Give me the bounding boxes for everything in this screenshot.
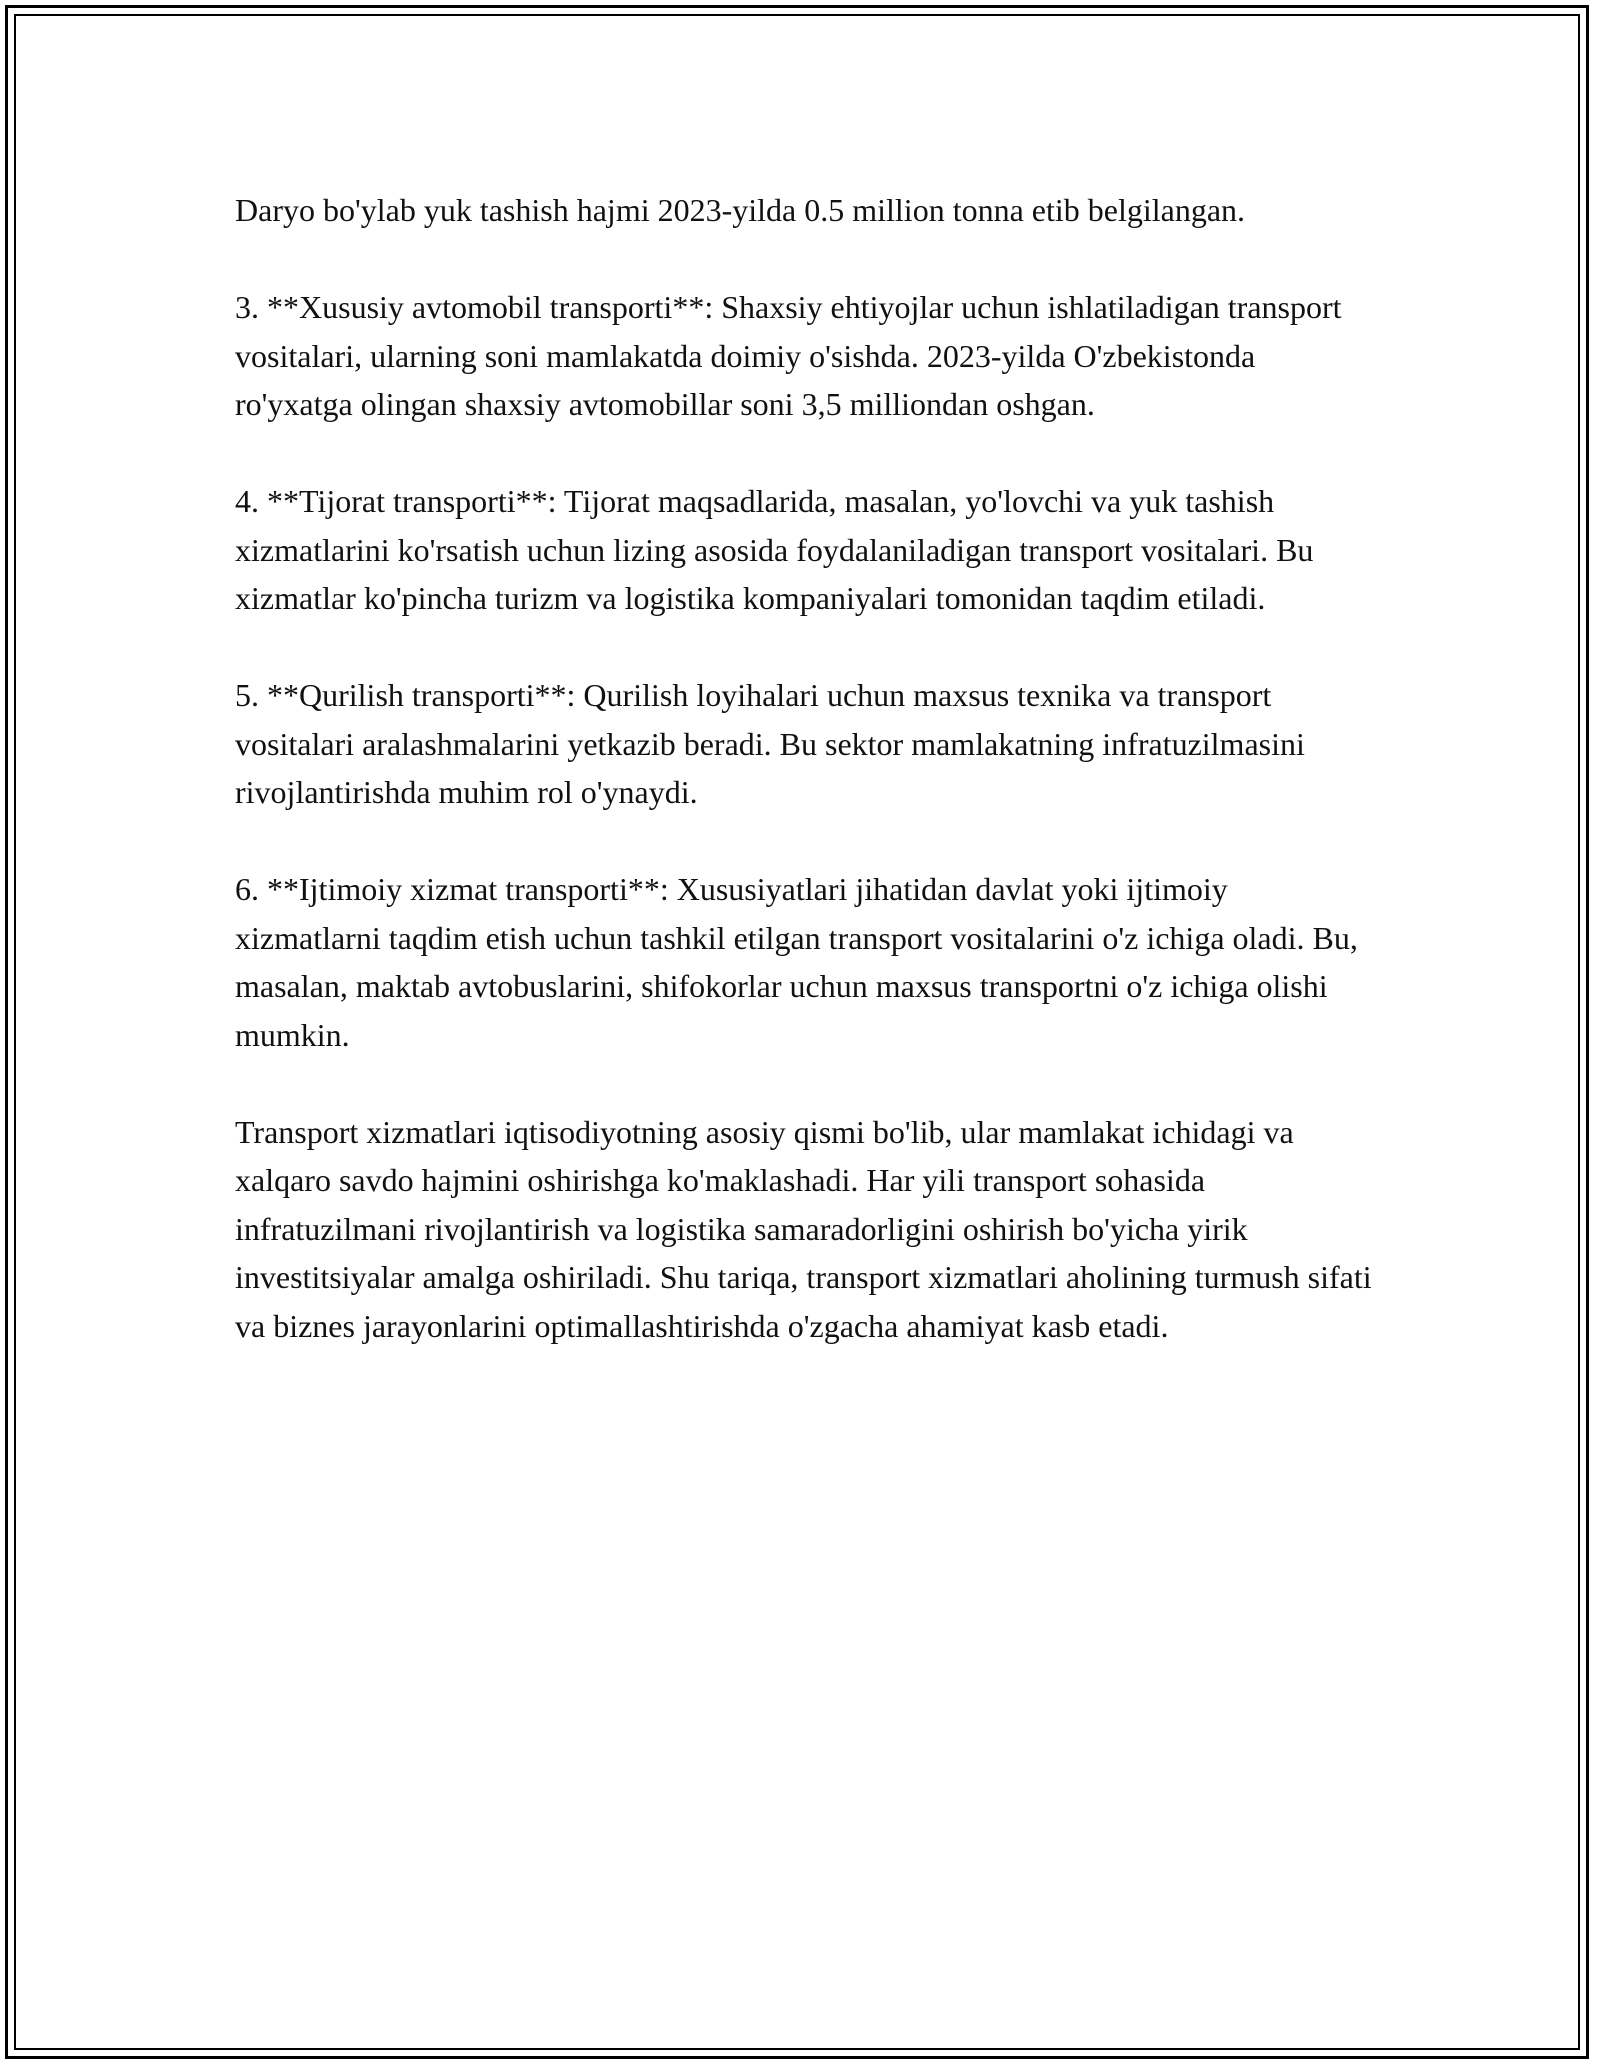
paragraph-private-transport: 3. **Xususiy avtomobil transporti**: Shaxsiy ehtiyojlar uchun ishlatiladigan transport vositalari, ularning soni mamlakatda doimiy o'sishda. 2023-yilda O'zbekistonda ro'yxatga olingan shaxsiy avtomobillar soni 3,5 milliondan oshgan. bbox=[235, 289, 1342, 422]
paragraph-construction-transport: 5. **Qurilish transporti**: Qurilish loyihalari uchun maxsus texnika va transport vositalari aralashmalarini yetkazib beradi. Bu sektor mamlakatning infratuzilmasini rivojlantirishda muhim rol o'ynaydi. bbox=[235, 677, 1305, 810]
document-body bbox=[235, 186, 1375, 1399]
paragraph-river-freight: Daryo bo'ylab yuk tashish hajmi 2023-yilda 0.5 million tonna etib belgilangan. bbox=[235, 192, 1246, 228]
paragraph-commercial-transport: 4. **Tijorat transporti**: Tijorat maqsadlarida, masalan, yo'lovchi va yuk tashish xizmatlarini ko'rsatish uchun lizing asosida foydalaniladigan transport vositalari. Bu xizmatlar ko'pincha turizm va logistika kompaniyalari tomonidan taqdim etiladi. bbox=[235, 483, 1314, 616]
paragraph-conclusion: Transport xizmatlari iqtisodiyotning asosiy qismi bo'lib, ular mamlakat ichidagi va xalqaro savdo hajmini oshirishga ko'maklashadi. Har yili transport sohasida infratuzilmani rivojlantirish va logistika samaradorligini oshirish bo'yicha yirik investitsiyalar amalga oshiriladi. Shu tariqa, transport xizmatlari aholining turmush sifati va biznes jarayonlarini optimallashtirishda o'zgacha ahamiyat kasb etadi. bbox=[235, 1113, 1372, 1344]
paragraph-social-service-transport: 6. **Ijtimoiy xizmat transporti**: Xususiyatlari jihatidan davlat yoki ijtimoiy xizmatlarni taqdim etish uchun tashkil etilgan transport vositalarini o'z ichiga oladi. Bu, masalan, maktab avtobuslarini, shifokorlar uchun maxsus transportni o'z ichiga olishi mumkin. bbox=[235, 871, 1358, 1053]
